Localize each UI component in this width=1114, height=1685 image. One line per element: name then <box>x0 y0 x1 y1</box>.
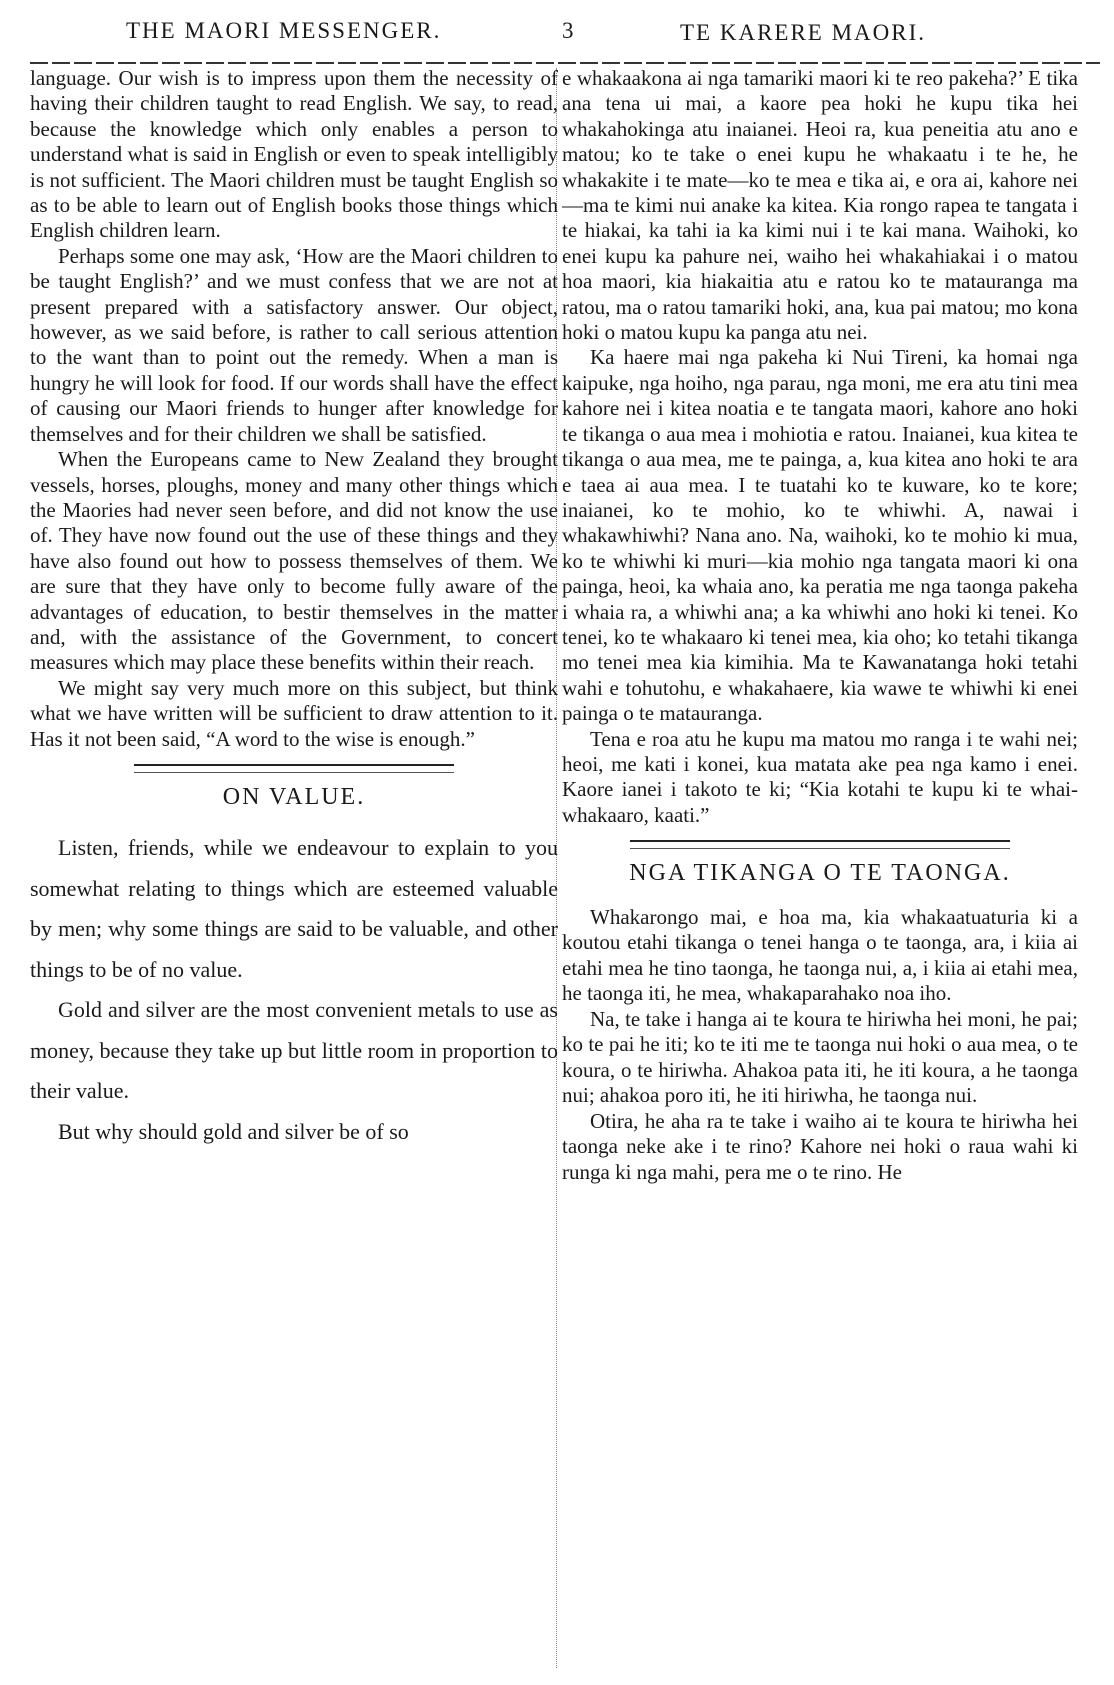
article-paragraph: Perhaps some one may ask, ‘How are the Maori children to be taught English?’ and we must confess that we are not at present prepared with a satisfactory answer. Our object, however, as we said before, is rather to call serious attention to the want than to point out the remedy. When a man is hungry he will look for food. If our words shall have the effect of causing our Maori friends to hunger after knowledge for themselves and for their children we shall be satisfied. <box>30 243 558 446</box>
article-paragraph: Ka haere mai nga pakeha ki Nui Tireni, ka homai nga kaipuke, nga hoiho, nga parau, nga moni, me era atu tini mea kahore nei i kitea noatia e te tangata maori, kahore ano hoki te tikanga o aua mea i mohiotia e ratou. Inaianei, kua kitea te tikanga o aua mea, me te painga, a, kua kitea ano hoki te ara e taea ai aua mea. I te tuatahi ko te kuware, ko te kore; inaianei, ko te mohio, ko te whiwhi. A, nawai i whakawhiwhi? Nana ano. Na, waihoki, ko te mohio ki mua, ko te whiwhi ki muri—kia mohio nga tangata maori ki ona painga, heoi, ka whaia ano, ka peratia me nga taonga pakeha i whaia ra, a whiwhi ana; a ka whiwhi ano hoki ki tenei. Ko tenei, ko te whakaaro ki tenei mea, kia oho; ko tetahi tikanga mo tenei mea kia kimihia. Ma te Kawanatanga hoki tetahi wahi e tohutohu, e whakahaere, kia wawe te whiwhi ki enei painga o te matauranga. <box>562 345 1078 726</box>
article-paragraph: We might say very much more on this subject, but think what we have written will be sufficient to draw attention to it. Has it not been said, “A word to the wise is enough.” <box>30 675 558 751</box>
page-header <box>0 18 1114 48</box>
left-column <box>30 66 558 1152</box>
masthead-maori: TE KARERE MAORI. <box>680 20 927 45</box>
section-paragraph: Otira, he aha ra te take i waiho ai te koura te hiriwha hei taonga neke ake i te rino? Kahore nei hoki o raua wahi ki runga ki nga mahi, pera me o te rino. He <box>562 1108 1078 1184</box>
article-paragraph: Tena e roa atu he kupu ma matou mo ranga i te wahi nei; heoi, me kati i konei, kua matata ake pea nga kamo i enei. Kaore ianei i takoto te ki; “Kia kotahi te kupu ki te whai-whakaaro, kaati.” <box>562 726 1078 827</box>
section-title-nga-tikanga: NGA TIKANGA O TE TAONGA. <box>629 860 1011 887</box>
section-paragraph: Gold and silver are the most convenient metals to use as money, because they take up but little room in proportion to their value. <box>30 997 558 1104</box>
section-paragraph: But why should gold and silver be of so <box>58 1118 409 1144</box>
section-rule <box>630 840 1010 849</box>
right-column <box>562 66 1078 1185</box>
header-rule <box>30 62 1100 64</box>
section-rule <box>134 764 454 773</box>
article-paragraph: When the Europeans came to New Zealand they brought vessels, horses, ploughs, money and many other things which the Maories had never seen before, and did not know the use of. They have now found out the use of these things and they have also found out how to possess themselves of them. We are sure that they have only to become fully aware of the advantages of education, to bestir themselves in the matter and, with the assistance of the Government, to concert measures which may place these benefits within their reach. <box>30 447 558 675</box>
article-paragraph: language. Our wish is to impress upon them the necessity of having their children taught to read English. We say, to read, because the knowledge which only enables a person to understand what is said in English or even to speak intelligibly is not sufficient. The Maori children must be taught English so as to be able to learn out of English books those things which English children learn. <box>30 66 558 243</box>
page-number: 3 <box>562 18 576 43</box>
article-paragraph: e whakaakona ai nga tamariki maori ki te reo pakeha?’ E tika ana tena ui mai, a kaore pea hoki he kupu tika hei whakahokinga atu inaianei. Heoi ra, kua peneitia atu ano e matou; ko te take o enei kupu he whakaatu i te he, he whakakite i te mate—ko te mea e tika ai, e ora ai, kahore nei—ma te kimi nui anake ka kitea. Kia rongo rapea te tangata i te hiakai, ka tahi ia ka kimi nui i te kai mana. Waihoki, ko enei kupu ka pahure nei, waiho hei whakahiakai i o matou hoa maori, kia hiakaitia atu e ratou ko te matauranga ma ratou, ma o ratou tamariki hoki, ana, kua pai matou; mo kona hoki o matou kupu ka panga atu nei. <box>562 66 1078 345</box>
section-paragraph: Whakarongo mai, e hoa ma, kia whakaatuaturia ki a koutou etahi tikanga o tenei hanga o te taonga, ara, i kiia ai etahi mea he tino taonga, he taonga nui, a, i kiia ai etahi mea, he taonga iti, he mea, whakaparahako noa iho. <box>562 904 1078 1006</box>
section-body <box>562 905 1078 1186</box>
masthead-english: THE MAORI MESSENGER. <box>126 18 442 43</box>
section-body <box>30 828 558 1152</box>
section-paragraph: Listen, friends, while we endeavour to explain to you somewhat relating to things which are esteemed valuable by men; why some things are said to be valuable, and other things to be of no value. <box>30 835 558 982</box>
section-paragraph: Na, te take i hanga ai te koura te hiriwha hei moni, he pai; ko te pai he iti; ko te iti me te taonga nui hoki o aua mea, o te koura, o te hiriwha. Ahakoa pata iti, he iti koura, a he taonga nui; ahakoa poro iti, he iti hiriwha, he taonga nui. <box>562 1006 1078 1108</box>
section-title-on-value: ON VALUE. <box>222 783 366 810</box>
